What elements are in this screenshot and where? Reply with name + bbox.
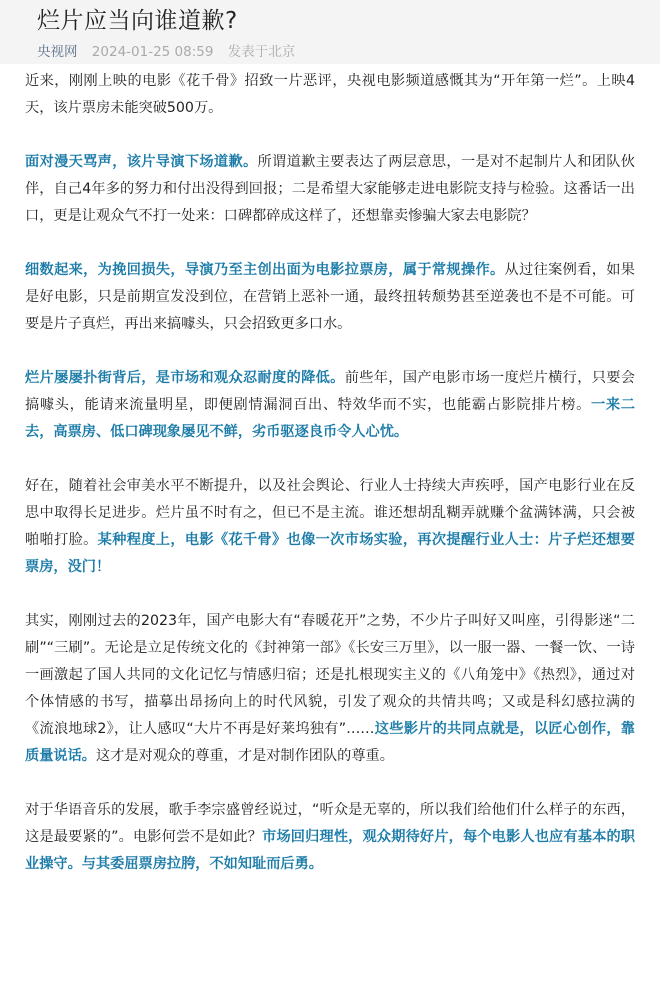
article-paragraph [25, 473, 635, 581]
body-text: 这才是对观众的尊重，才是对制作团队的尊重。 [95, 748, 394, 764]
body-text: 近来，刚刚上映的电影《花千骨》招致一片恶评，央视电影频道感慨其为“开年第一烂”。上映4天，该片票房未能突破500万。 [25, 73, 635, 116]
publish-location: 发表于北京 [227, 44, 296, 60]
article-paragraph [25, 365, 635, 446]
body-text: 对于华语音乐的发展，歌手李宗盛曾经说过，“听众是无辜的，所以我们给他们什么样子的东西，这是最要紧的”。电影何尝不是如此？ [25, 802, 635, 845]
publish-time: 2024-01-25 08:59 [91, 44, 214, 60]
article-title: 烂片应当向谁道歉? [37, 8, 238, 34]
body-text: 好在，随着社会审美水平不断提升，以及社会舆论、行业人士持续大声疾呼，国产电影行业在反思中取得长足进步。烂片虽不时有之，但已不是主流。谁还想胡乱糊弄就赚个盆满钵满，只会被啪啪打脸。 [25, 478, 635, 548]
highlighted-text: 市场回归理性，观众期待好片，每个电影人也应有基本的职业操守。与其委屈票房拉胯，不如知耻而后勇。 [25, 829, 635, 872]
highlighted-text: 烂片屡屡扑街背后，是市场和观众忍耐度的降低。 [25, 370, 345, 386]
article-body [0, 68, 660, 878]
article-paragraph [25, 257, 635, 338]
highlighted-text: 这些影片的共同点就是，以匠心创作，靠质量说话。 [25, 721, 635, 764]
article-paragraph [25, 68, 635, 122]
highlighted-text: 一来二去，高票房、低口碑现象屡见不鲜，劣币驱逐良币令人心忧。 [25, 397, 635, 440]
highlighted-text: 面对漫天骂声，该片导演下场道歉。 [25, 154, 258, 170]
source-link[interactable]: 央视网 [37, 44, 78, 60]
highlighted-text: 细数起来，为挽回损失，导演乃至主创出面为电影拉票房，属于常规操作。 [25, 262, 505, 278]
article-meta [37, 42, 660, 62]
body-text: 前些年，国产电影市场一度烂片横行，只要会搞噱头，能请来流量明星，即便剧情漏洞百出、特效华而不实，也能霸占影院排片榜。 [25, 370, 635, 413]
article-paragraph [25, 149, 635, 230]
body-text: 其实，刚刚过去的2023年，国产电影大有“春暖花开”之势，不少片子叫好又叫座，引得影迷“二刷”“三刷”。无论是立足传统文化的《封神第一部》《长安三万里》，以一服一器、一餐一饮、一诗一画激起了国人共同的文化记忆与情感归宿；还是扎根现实主义的《八角笼中》《热烈》，通过对个体情感的书写，描摹出昂扬向上的时代风貌，引发了观众的共情共鸣；又或是科幻感拉满的《流浪地球2》，让人感叹“大片不再是好莱坞独有”…… [25, 613, 635, 737]
body-text: 从过往案例看，如果是好电影，只是前期宣发没到位，在营销上恶补一通，最终扭转颓势甚至逆袭也不是不可能。可要是片子真烂，再出来搞噱头，只会招致更多口水。 [25, 262, 635, 332]
article-paragraph [25, 608, 635, 770]
article-header [0, 0, 660, 64]
highlighted-text: 某种程度上，电影《花千骨》也像一次市场实验，再次提醒行业人士：片子烂还想要票房，没门！ [25, 532, 635, 575]
body-text: 所谓道歉主要表达了两层意思，一是对不起制片人和团队伙伴，自己4年多的努力和付出没得到回报；二是希望大家能够走进电影院支持与检验。这番话一出口，更是让观众气不打一处来：口碑都碎成这样了，还想靠卖惨骗大家去电影院？ [25, 154, 635, 224]
article-paragraph [25, 797, 635, 878]
